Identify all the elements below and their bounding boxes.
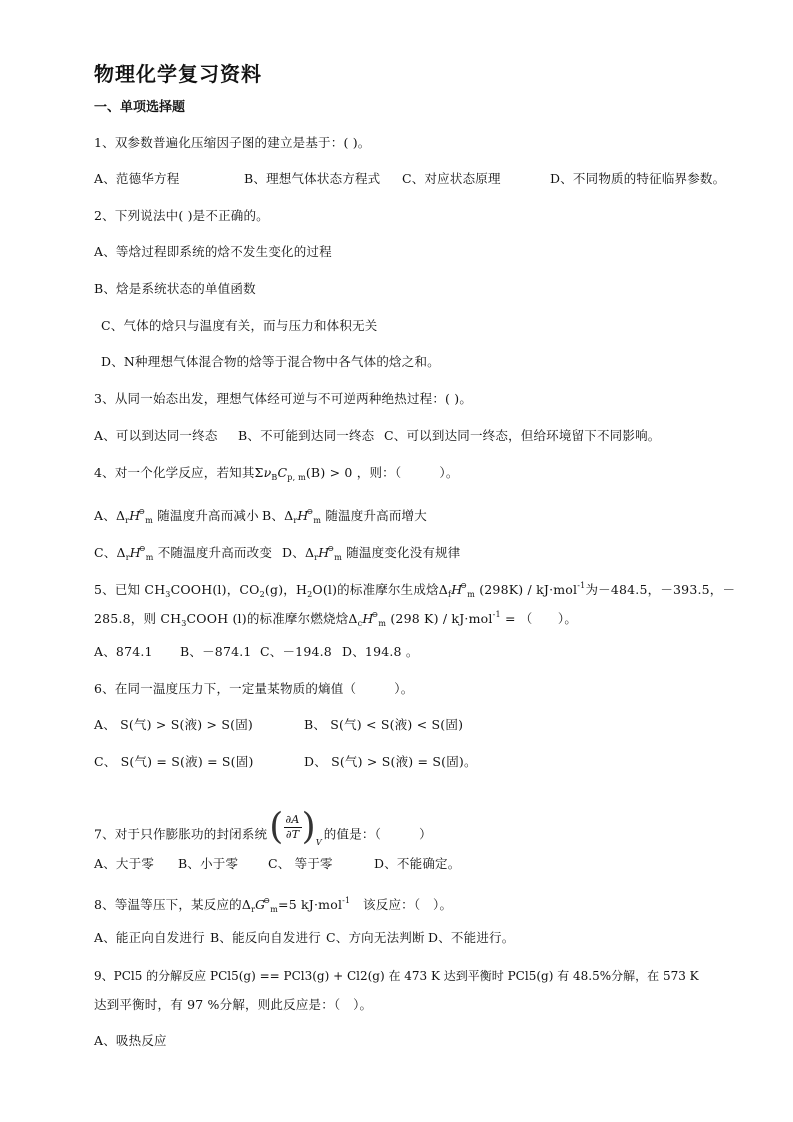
question-4-options-cd	[94, 541, 461, 566]
option-a: A、能正向自发进行	[94, 930, 205, 945]
question-5-stem-line2: 285.8，则 $CH_3COOH$ (l)的标准摩尔燃烧焓$\Delta_cH^⊖_m$ (298 K) / kJ·mol$^{-1}$ = （ ）。	[94, 610, 578, 628]
question-1-stem: 1、双参数普遍化压缩因子图的建立是基于：( )。	[94, 135, 371, 150]
question-7-options	[94, 856, 460, 872]
question-2-stem: 2、下列说法中( )是不正确的。	[94, 208, 269, 223]
option-a: A、大于零	[94, 856, 155, 871]
option-d: D、不同物质的特征临界参数。	[550, 171, 726, 186]
standard-state-icon: ⊖	[460, 581, 468, 590]
option-c: C、 等于零	[268, 856, 333, 871]
page-title: 物理化学复习资料	[94, 62, 262, 86]
option-a: A、范德华方程	[94, 171, 180, 186]
option-a: A、可以到达同一终态	[94, 428, 218, 443]
question-6-stem: 6、在同一温度压力下，一定量某物质的熵值（ ）。	[94, 681, 414, 696]
question-8-options	[94, 930, 514, 946]
question-3-options	[94, 428, 660, 444]
partial-derivative: ( $\frac{\partial A}{\partial T}$ )$_V$	[269, 806, 322, 848]
question-5-options	[94, 644, 419, 660]
question-7-stem: 7、对于只作膨胀功的封闭系统( $\frac{\partial A}{\partial T}$ )$_V$的值是：（ ）	[94, 802, 432, 852]
option-d: D、$\Delta_rH^⊖_m$ 随温度变化没有规律	[282, 544, 461, 562]
option-c: C、$\Delta_rH^⊖_m$ 不随温度升高而改变	[94, 544, 273, 562]
question-6-options-ab	[94, 717, 463, 733]
option-d: D、不能确定。	[374, 856, 461, 871]
option-c: C、可以到达同一终态，但给环境留下不同影响。	[384, 428, 661, 443]
section-heading: 一、单项选择题	[94, 100, 186, 115]
question-2-option-a: A、等焓过程即系统的焓不发生变化的过程	[94, 244, 332, 259]
question-4-options-ab	[94, 504, 427, 529]
question-2-option-c: C、气体的焓只与温度有关，而与压力和体积无关	[101, 318, 378, 333]
question-8-stem: 8、等温等压下，某反应的$\Delta_rG^⊖_m=5$ kJ·mol$^{-1}$ 该反应：（ ）。	[94, 896, 453, 914]
option-b: B、小于零	[178, 856, 239, 871]
standard-state-icon: ⊖	[306, 507, 314, 516]
standard-state-icon: ⊖	[263, 896, 271, 905]
question-9-option-a: A、吸热反应	[94, 1033, 167, 1048]
option-b: B、理想气体状态方程式	[244, 171, 381, 186]
option-c: C、方向无法判断	[326, 930, 425, 945]
option-b: B、－874.1	[180, 644, 252, 659]
option-b: B、能反向自发进行	[210, 930, 321, 945]
question-2-option-d: D、N种理想气体混合物的焓等于混合物中各气体的焓之和。	[101, 354, 440, 369]
option-a: A、 S(气) > S(液) > S(固)	[94, 717, 253, 732]
option-b: B、不可能到达同一终态	[238, 428, 375, 443]
option-c: C、－194.8	[260, 644, 332, 659]
question-1-options	[94, 171, 725, 187]
standard-state-icon: ⊖	[327, 544, 335, 553]
question-6-options-cd	[94, 754, 477, 770]
option-d: D、 S(气) > S(液) = S(固)。	[304, 754, 477, 769]
option-d: D、不能进行。	[428, 930, 515, 945]
standard-state-icon: ⊖	[138, 507, 146, 516]
question-3-stem: 3、从同一始态出发，理想气体经可逆与不可逆两种绝热过程：( )。	[94, 391, 473, 406]
option-d: D、194.8 。	[342, 644, 419, 659]
question-4-stem: 4、对一个化学反应，若知其$\Sigma\nu_BC_{p, m}(B) > 0$ ，则：（ ）。	[94, 465, 459, 482]
option-a: A、$\Delta_rH^⊖_m$ 随温度升高而减小	[94, 507, 259, 525]
standard-state-icon: ⊖	[138, 544, 146, 553]
question-9-stem-line1: 9、PCl5 的分解反应 PCl5(g) == PCl3(g) + Cl2(g) 在 473 K 达到平衡时 PCl5(g) 有 48.5%分解，在 573 K	[94, 969, 699, 983]
question-9-stem-line2: 达到平衡时，有 97 %分解，则此反应是：（ ）。	[94, 997, 373, 1012]
option-a: A、874.1	[94, 644, 153, 659]
question-5-stem-line1: 5、已知 $CH_3COOH(l)$，$CO_2(g)$，$H_2O(l)$的标准摩尔生成焓$\Delta_fH^⊖_m$ (298K) / kJ·mol$^{-1}$为－484.5，－393.5，－	[94, 581, 736, 599]
option-c: C、 S(气) = S(液) = S(固)	[94, 754, 254, 769]
option-b: B、 S(气) < S(液) < S(固)	[304, 717, 464, 732]
option-b: B、$\Delta_rH^⊖_m$ 随温度升高而增大	[262, 507, 427, 525]
option-c: C、对应状态原理	[402, 171, 501, 186]
standard-state-icon: ⊖	[371, 610, 379, 619]
question-2-option-b: B、焓是系统状态的单值函数	[94, 281, 256, 296]
